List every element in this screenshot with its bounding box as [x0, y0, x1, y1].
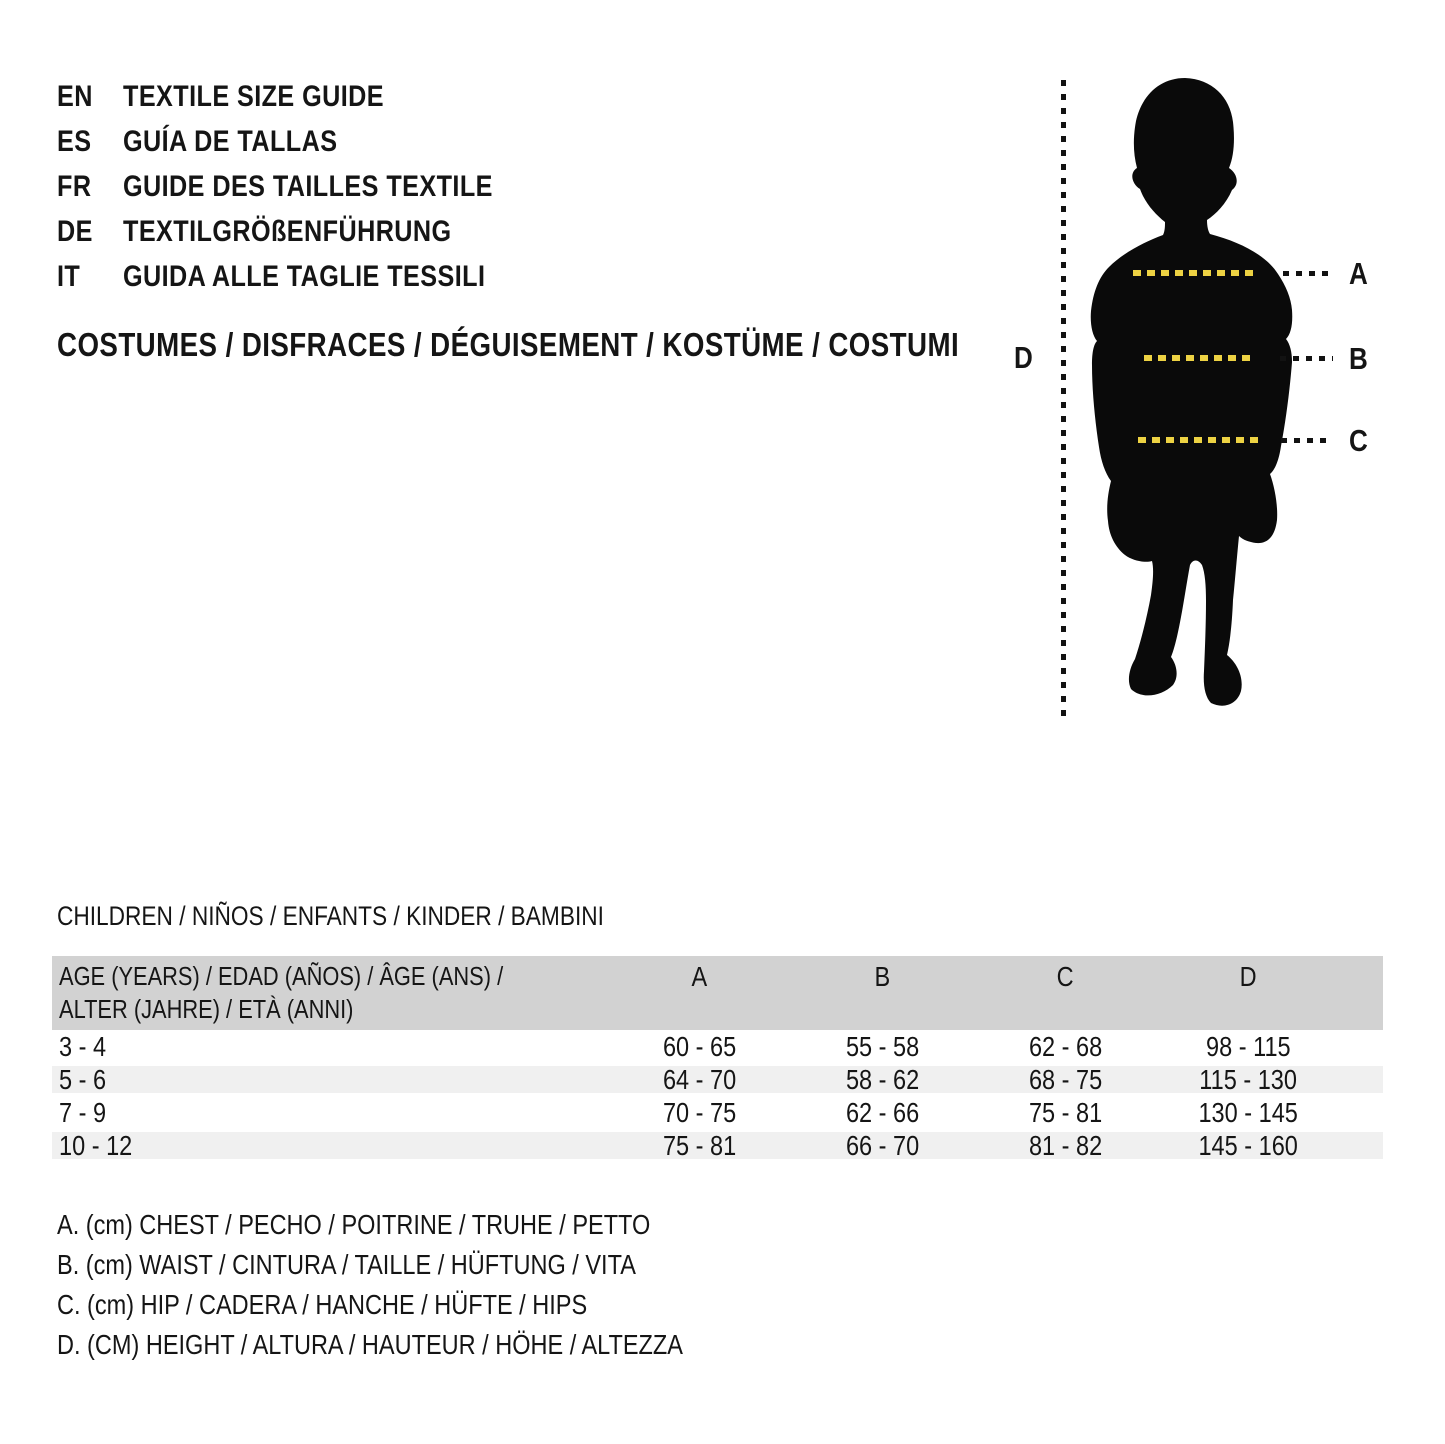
measure-label-d: D	[1014, 340, 1033, 375]
language-title-list	[57, 74, 563, 299]
lang-code: IT	[57, 259, 81, 293]
lang-row-en	[57, 74, 563, 119]
size-table-header	[52, 956, 1383, 1030]
measure-legend	[57, 1205, 802, 1365]
measure-label-c: C	[1349, 423, 1368, 458]
measure-label-a: A	[1349, 256, 1368, 291]
chest-measure-line	[1133, 270, 1258, 276]
lang-title: TEXTILE SIZE GUIDE	[123, 79, 384, 113]
value-cell: 81 - 82	[1028, 1130, 1103, 1161]
lang-title: GUIDA ALLE TAGLIE TESSILI	[123, 259, 486, 293]
value-cell: 58 - 62	[845, 1064, 920, 1095]
legend-height: D. (CM) HEIGHT / ALTURA / HAUTEUR / HÖHE / ALTEZZA	[57, 1329, 683, 1360]
table-row	[52, 1129, 1383, 1162]
value-cell: 55 - 58	[845, 1031, 920, 1062]
lang-code: ES	[57, 124, 92, 158]
value-cell: 64 - 70	[662, 1064, 737, 1095]
lang-code: EN	[57, 79, 93, 113]
value-cell: 62 - 68	[1028, 1031, 1103, 1062]
lang-row-de	[57, 209, 563, 254]
legend-chest: A. (cm) CHEST / PECHO / POITRINE / TRUHE / PETTO	[57, 1209, 651, 1240]
table-row	[52, 1063, 1383, 1096]
value-cell: 75 - 81	[662, 1130, 737, 1161]
table-row	[52, 1096, 1383, 1129]
value-cell: 62 - 66	[845, 1097, 920, 1128]
value-cell: 70 - 75	[662, 1097, 737, 1128]
lang-code: FR	[57, 169, 92, 203]
children-section-title: CHILDREN / NIÑOS / ENFANTS / KINDER / BAMBINI	[57, 901, 604, 931]
chest-leader-line	[1283, 271, 1333, 276]
column-header-a: A	[691, 961, 708, 992]
legend-waist: B. (cm) WAIST / CINTURA / TAILLE / HÜFTUNG / VITA	[57, 1249, 636, 1280]
lang-title: GUIDE DES TAILLES TEXTILE	[123, 169, 493, 203]
column-header-d: D	[1239, 961, 1257, 992]
lang-row-it	[57, 254, 563, 299]
lang-row-fr	[57, 164, 563, 209]
value-cell: 66 - 70	[845, 1130, 920, 1161]
hip-leader-line	[1281, 438, 1333, 443]
waist-measure-line	[1144, 355, 1254, 361]
value-cell: 68 - 75	[1028, 1064, 1103, 1095]
value-cell: 145 - 160	[1198, 1130, 1299, 1161]
lang-code: DE	[57, 214, 93, 248]
category-title: COSTUMES / DISFRACES / DÉGUISEMENT / KOSTÜME / COSTUMI	[57, 326, 960, 363]
header-spacer	[1340, 956, 1383, 1030]
lang-title: TEXTILGRÖßENFÜHRUNG	[123, 214, 452, 248]
column-header-b: B	[874, 961, 891, 992]
lang-title: GUÍA DE TALLAS	[123, 124, 338, 158]
waist-leader-line	[1280, 356, 1333, 361]
child-silhouette	[1088, 78, 1295, 715]
age-column-header: AGE (YEARS) / EDAD (AÑOS) / ÂGE (ANS) / ALTER (JAHRE) / ETÀ (ANNI)	[59, 961, 504, 1024]
hip-measure-line	[1138, 437, 1260, 443]
age-cell: 7 - 9	[59, 1097, 107, 1128]
column-header-c: C	[1056, 961, 1074, 992]
age-cell: 10 - 12	[59, 1130, 133, 1161]
value-cell: 75 - 81	[1028, 1097, 1103, 1128]
size-table	[52, 956, 1383, 1162]
value-cell: 115 - 130	[1199, 1064, 1298, 1095]
value-cell: 130 - 145	[1198, 1097, 1299, 1128]
value-cell: 60 - 65	[662, 1031, 737, 1062]
value-cell: 98 - 115	[1206, 1031, 1291, 1062]
lang-row-es	[57, 119, 563, 164]
height-dotted-line	[1061, 80, 1066, 718]
measure-label-b: B	[1349, 341, 1368, 376]
table-row	[52, 1030, 1383, 1063]
legend-hip: C. (cm) HIP / CADERA / HANCHE / HÜFTE / HIPS	[57, 1289, 588, 1320]
age-cell: 3 - 4	[59, 1031, 107, 1062]
age-cell: 5 - 6	[59, 1064, 107, 1095]
